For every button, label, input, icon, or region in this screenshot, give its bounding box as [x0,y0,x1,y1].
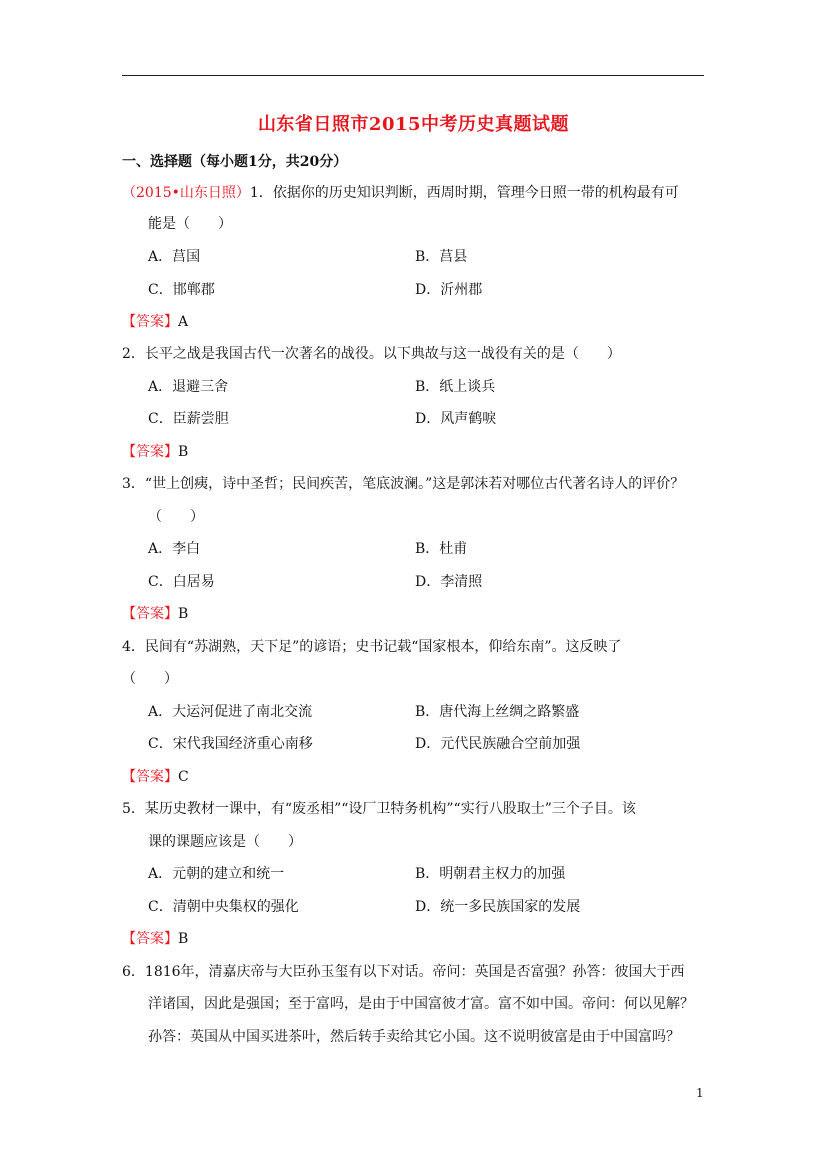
answer-label: 【答案】 [122,444,178,460]
answer-value: A [178,314,189,330]
option-a: A．元朝的建立和统一 [148,866,285,882]
answer [122,604,188,624]
option-a: A．李白 [148,541,201,557]
answer-value: B [178,444,189,460]
option-b: B．纸上谈兵 [415,379,496,395]
question-3: 3．“世上创痍，诗中圣哲；民间疾苦，笔底波澜。”这是郭沫若对哪位古代著名诗人的评价？ [122,476,685,492]
answer [122,442,188,462]
option-c: C．邯郸郡 [148,282,215,298]
option-b: B．杜甫 [415,541,468,557]
option-d: D．风声鹤唳 [415,411,497,427]
answer-value: C [178,769,189,785]
question-5: 5．某历史教材一课中，有“废丞相”“设厂卫特务机构”“实行八股取士”三个子目。该 [122,801,636,817]
option-a: A．莒国 [148,249,201,265]
question-text-continued: 能是（ ） [148,216,232,232]
option-d: D．元代民族融合空前加强 [415,736,581,752]
question-source: （2015•山东日照） [122,185,250,201]
question-2: 2．长平之战是我国古代一次著名的战役。以下典故与这一战役有关的是（ ） [122,346,621,362]
option-a: A．大运河促进了南北交流 [148,704,313,720]
option-d: D．统一多民族国家的发展 [415,899,581,915]
option-c: C．白居易 [148,574,215,590]
question-1 [122,183,679,203]
question-text-continued: （ ） [148,509,204,525]
answer-value: B [178,931,189,947]
option-c: C．宋代我国经济重心南移 [148,736,313,752]
question-4: 4．民间有“苏湖熟，天下足”的谚语；史书记载“国家根本，仰给东南”。这反映了 [122,639,622,655]
option-d: D．沂州郡 [415,282,483,298]
option-c: C．清朝中央集权的强化 [148,899,299,915]
header-rule [122,75,704,76]
section-heading: 一、选择题（每小题1分，共20分） [122,154,348,170]
option-c: C．臣薪尝胆 [148,411,229,427]
answer-label: 【答案】 [122,314,178,330]
answer-label: 【答案】 [122,606,178,622]
question-text: 1．依据你的历史知识判断，西周时期，管理今日照一带的机构最有可 [249,185,679,201]
question-text-continued: 洋诸国，因此是强国；至于富吗，是由于中国富彼才富。富不如中国。帝问：何以见解？ [148,996,694,1012]
page-number: 1 [696,1086,704,1100]
option-d: D．李清照 [415,574,483,590]
answer [122,312,188,332]
question-text-continued: （ ） [122,671,178,687]
answer [122,929,188,949]
question-text-continued: 课的课题应该是（ ） [148,834,302,850]
answer [122,767,189,787]
question-text-continued: 孙答：英国从中国买进茶叶，然后转手卖给其它小国。这不说明彼富是由于中国富吗？ [148,1029,680,1045]
option-a: A．退避三舍 [148,379,229,395]
answer-label: 【答案】 [122,931,178,947]
question-6: 6．1816年，清嘉庆帝与大臣孙玉玺有以下对话。帝问：英国是否富强？孙答：彼国大于西 [122,964,685,980]
option-b: B．莒县 [415,249,468,265]
answer-value: B [178,606,189,622]
answer-label: 【答案】 [122,769,178,785]
page-title: 山东省日照市2015中考历史真题试题 [257,114,570,135]
option-b: B．唐代海上丝绸之路繁盛 [415,704,580,720]
option-b: B．明朝君主权力的加强 [415,866,566,882]
